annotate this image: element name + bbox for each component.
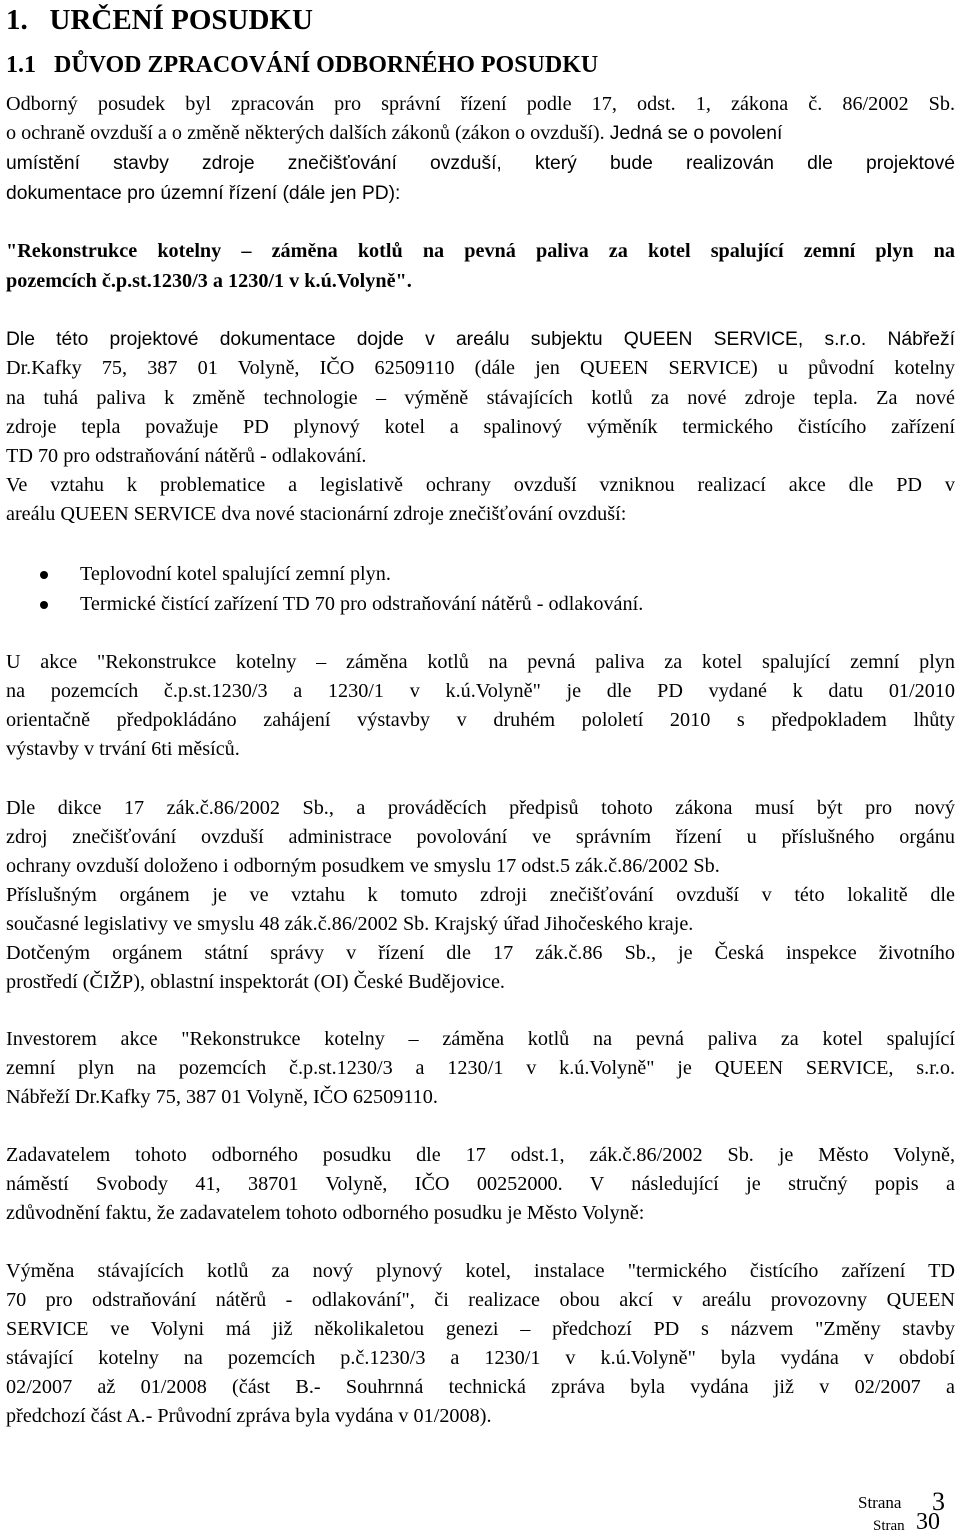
text-line: dokumentace pro územní řízení (dále jen PD): <box>6 183 401 204</box>
text-line <box>6 119 955 148</box>
text-line: Dotčeným orgánem státní správy v řízení dle 17 zák.č.86 Sb., je Česká inspekce životního <box>6 942 955 964</box>
page-label: Strana <box>858 1493 902 1512</box>
text-line: Dle této projektové dokumentace dojde v areálu subjektu QUEEN SERVICE, s.r.o. Nábřeží <box>6 329 955 350</box>
text-line: ochrany ovzduší doloženo i odborným posudkem ve smyslu 17 odst.5 zák.č.86/2002 Sb. <box>6 855 720 877</box>
section-title: URČENÍ POSUDKU <box>49 4 313 36</box>
text-line: výstavby v trvání 6ti měsíců. <box>6 738 240 760</box>
text-line: předchozí část A.- Průvodní zpráva byla vydána v 01/2008). <box>6 1405 492 1427</box>
text-line: umístění stavby zdroje znečišťování ovzduší, který bude realizován dle projektové <box>6 153 955 174</box>
text-line: Výměna stávajících kotlů za nový plynový kotel, instalace "termického čistícího zařízení TD <box>6 1260 955 1282</box>
text-line: zdroj znečišťování ovzduší administrace povolování ve správním řízení u příslušného orgánu <box>6 826 955 848</box>
text-line: orientačně předpokládáno zahájení výstavby v druhém pololetí 2010 s předpokladem lhůty <box>6 709 955 731</box>
bullet-icon <box>40 601 48 609</box>
subsection-number: 1.1 <box>6 52 36 78</box>
text-line: prostředí (ČIŽP), oblastní inspektorát (OI) České Budějovice. <box>6 971 505 993</box>
text-line: zdroje tepla považuje PD plynový kotel a spalinový výměník termického čistícího zařízení <box>6 416 955 438</box>
text-line: U akce "Rekonstrukce kotelny – záměna kotlů na pevná paliva za kotel spalující zemní plyn <box>6 651 955 673</box>
total-pages: 30 <box>916 1509 940 1535</box>
text-line: současné legislativy ve smyslu 48 zák.č.86/2002 Sb. Krajský úřad Jihočeského kraje. <box>6 913 694 935</box>
text-segment: Jedná se o povolení <box>609 123 783 144</box>
text-line: náměstí Svobody 41, 38701 Volyně, IČO 00252000. V následující je stručný popis a <box>6 1173 955 1195</box>
text-line: TD 70 pro odstraňování nátěrů - odlakování. <box>6 445 367 467</box>
text-line: zemní plyn na pozemcích č.p.st.1230/3 a 1230/1 v k.ú.Volyně" je QUEEN SERVICE, s.r.o. <box>6 1057 955 1079</box>
total-pages-label: Stran <box>873 1518 905 1534</box>
text-line: na tuhá paliva k změně technologie – výměně stávajících kotlů za nové zdroje tepla. Za nové <box>6 387 955 409</box>
text-line: Příslušným orgánem je ve vztahu k tomuto zdroji znečišťování ovzduší v této lokalitě dle <box>6 884 955 906</box>
bullet-item: Termické čistící zařízení TD 70 pro odstraňování nátěrů - odlakování. <box>80 593 644 615</box>
text-line: 70 pro odstraňování nátěrů - odlakování", či realizace obou akcí v areálu provozovny QUEEN <box>6 1289 955 1311</box>
project-title-line: "Rekonstrukce kotelny – záměna kotlů na pevná paliva za kotel spalující zemní plyn na <box>6 240 955 262</box>
subsection-title: DŮVOD ZPRACOVÁNÍ ODBORNÉHO POSUDKU <box>54 52 599 78</box>
text-line: zdůvodnění faktu, že zadavatelem tohoto odborného posudku je Město Volyně: <box>6 1202 645 1224</box>
text-line: na pozemcích č.p.st.1230/3 a 1230/1 v k.ú.Volyně" je dle PD vydané k datu 01/2010 <box>6 680 955 702</box>
text-line: stávající kotelny na pozemcích p.č.1230/3 a 1230/1 v k.ú.Volyně" byla vydána v období <box>6 1347 955 1369</box>
section-heading <box>6 2 313 38</box>
text-line: Dle dikce 17 zák.č.86/2002 Sb., a prováděcích předpisů tohoto zákona musí být pro nový <box>6 797 955 819</box>
text-line: Ve vztahu k problematice a legislativě ochrany ovzduší vzniknou realizací akce dle PD v <box>6 474 955 496</box>
project-title-line: pozemcích č.p.st.1230/3 a 1230/1 v k.ú.Volyně". <box>6 270 412 292</box>
text-line: SERVICE ve Volyni má již několikaletou genezi – předchozí PD s názvem "Změny stavby <box>6 1318 955 1340</box>
bullet-icon <box>40 571 48 579</box>
text-line: Nábřeží Dr.Kafky 75, 387 01 Volyně, IČO 62509110. <box>6 1086 438 1108</box>
bullet-item: Teplovodní kotel spalující zemní plyn. <box>80 563 391 585</box>
text-line: Dr.Kafky 75, 387 01 Volyně, IČO 62509110 (dále jen QUEEN SERVICE) u původní kotelny <box>6 357 955 379</box>
text-line: Zadavatelem tohoto odborného posudku dle 17 odst.1, zák.č.86/2002 Sb. je Město Volyně, <box>6 1144 955 1166</box>
text-line: Investorem akce "Rekonstrukce kotelny – záměna kotlů na pevná paliva za kotel spalující <box>6 1028 955 1050</box>
page-number: 3 <box>932 1487 945 1516</box>
section-number: 1. <box>6 4 28 36</box>
text-line: Odborný posudek byl zpracován pro správní řízení podle 17, odst. 1, zákona č. 86/2002 Sb. <box>6 93 955 115</box>
text-line: areálu QUEEN SERVICE dva nové stacionární zdroje znečišťování ovzduší: <box>6 503 627 525</box>
text-line: 02/2007 až 01/2008 (část B.- Souhrnná technická zpráva byla vydána již v 02/2007 a <box>6 1376 955 1398</box>
subsection-heading <box>6 50 598 80</box>
text-segment: o ochraně ovzduší a o změně některých dalších zákonů (zákon o ovzduší). <box>6 122 605 144</box>
